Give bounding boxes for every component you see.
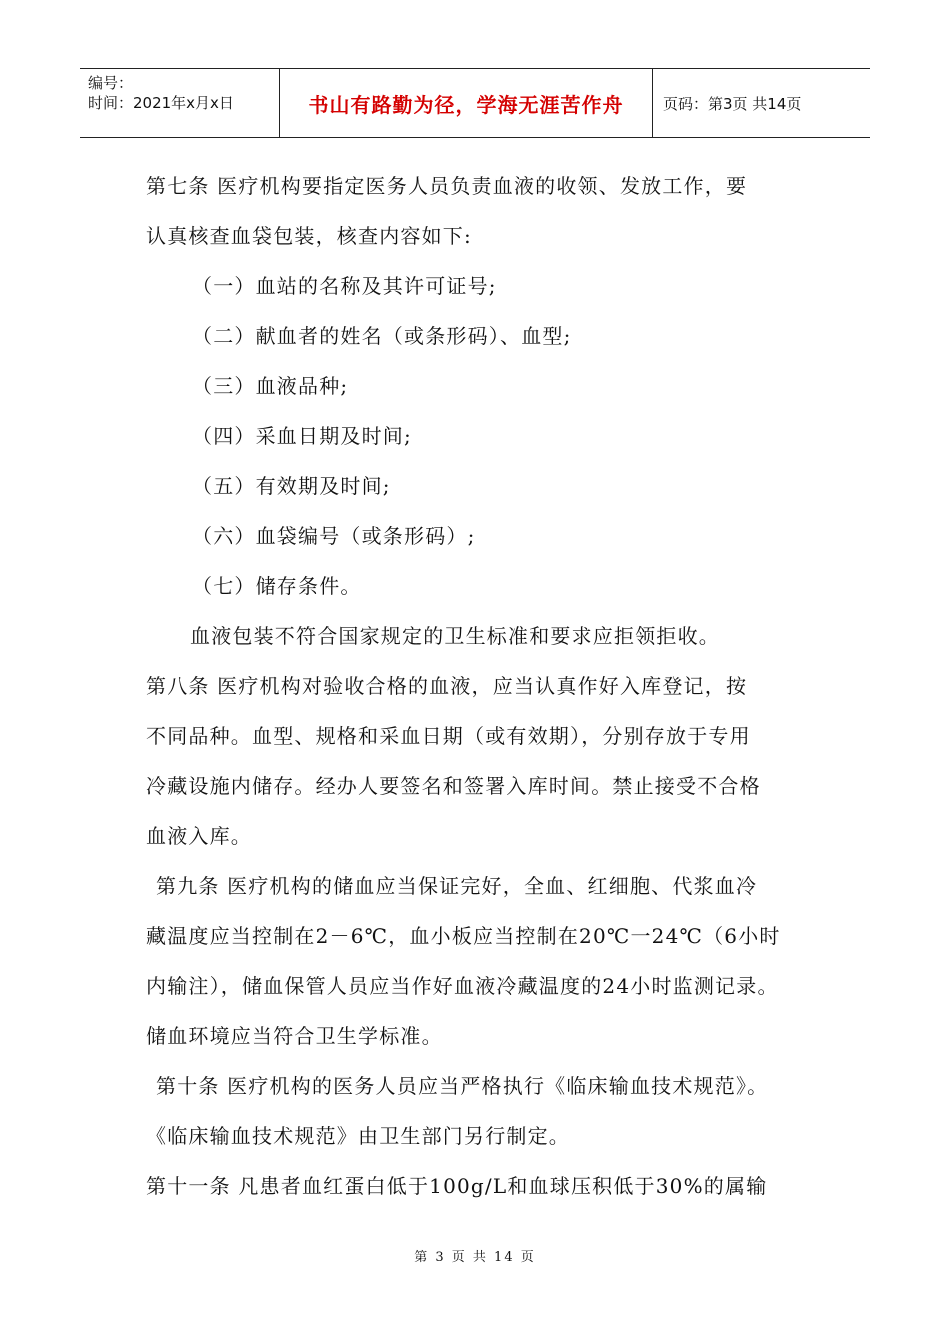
text-line: （七）储存条件。 xyxy=(192,574,362,598)
text-line: （五）有效期及时间; xyxy=(192,474,391,498)
text-line: （二）献血者的姓名（或条形码）、血型; xyxy=(192,324,572,348)
text-line: 第九条 医疗机构的储血应当保证完好，全血、红细胞、代浆血冷 xyxy=(156,874,758,898)
text-line: （六）血袋编号（或条形码）; xyxy=(192,524,476,548)
text-line: 藏温度应当控制在2－6℃，血小板应当控制在20℃一24℃（6小时 xyxy=(146,924,781,948)
text-line: 《临床输血技术规范》由卫生部门另行制定。 xyxy=(146,1124,570,1148)
text-line: 第十条 医疗机构的医务人员应当严格执行《临床输血技术规范》。 xyxy=(156,1074,769,1098)
header-page-info: 页码：第3页 共14页 xyxy=(663,94,802,113)
text-line: 冷藏设施内储存。经办人要签名和签署入库时间。禁止接受不合格 xyxy=(146,774,761,798)
text-line: 第十一条 凡患者血红蛋白低于100g/L和血球压积低于30%的属输 xyxy=(146,1174,768,1198)
doc-time-label: 时间：2021年x月x日 xyxy=(88,94,234,112)
text-line: （一）血站的名称及其许可证号; xyxy=(192,274,497,298)
text-line: 血液入库。 xyxy=(146,824,252,848)
text-line: 储血环境应当符合卫生学标准。 xyxy=(146,1024,443,1048)
text-line: 认真核查血袋包装，核查内容如下: xyxy=(146,224,472,248)
header-meta xyxy=(80,69,280,137)
text-line: 第七条 医疗机构要指定医务人员负责血液的收领、发放工作，要 xyxy=(146,174,748,198)
header-motto: 书山有路勤为径，学海无涯苦作舟 xyxy=(280,69,653,137)
text-line: （四）采血日期及时间; xyxy=(192,424,412,448)
doc-number-label: 编号： xyxy=(88,74,134,92)
text-line: （三）血液品种; xyxy=(192,374,349,398)
text-line: 不同品种。血型、规格和采血日期（或有效期），分别存放于专用 xyxy=(146,724,751,748)
text-line: 血液包装不符合国家规定的卫生标准和要求应拒领拒收。 xyxy=(190,624,720,648)
document-header xyxy=(80,68,870,138)
text-line: 第八条 医疗机构对验收合格的血液，应当认真作好入库登记，按 xyxy=(146,674,748,698)
page-footer: 第 3 页 共 14 页 xyxy=(414,1250,536,1265)
text-line: 内输注），储血保管人员应当作好血液冷藏温度的24小时监测记录。 xyxy=(146,974,779,998)
